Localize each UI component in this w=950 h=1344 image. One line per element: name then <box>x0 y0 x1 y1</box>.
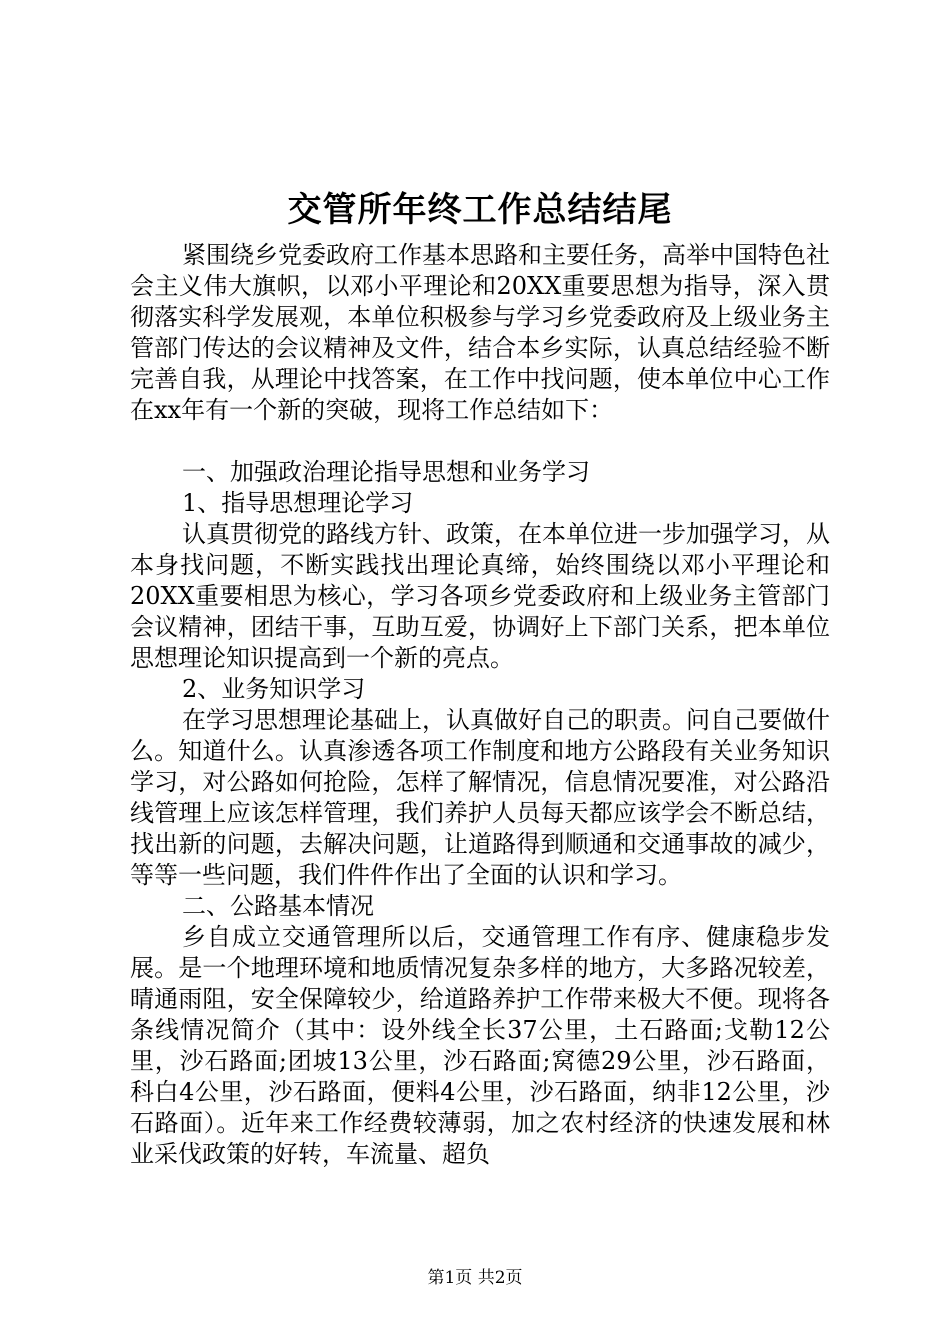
page-number-footer: 第1页 共2页 <box>427 1268 523 1288</box>
document-title: 交管所年终工作总结结尾 <box>287 190 673 230</box>
body-paragraph-business: 在学习思想理论基础上，认真做好自己的职责。问自己要做什么。知道什么。认真渗透各项工作制度和地方公路段有关业务知识学习，对公路如何抢险，怎样了解情况，信息情况要准，对公路沿线管理上应该怎样管理，我们养护人员每天都应该学会不断总结，找出新的问题，去解决问题，让道路得到顺通和交通事故的减少，等等一些问题，我们件件作出了全面的认识和学习。 <box>130 706 830 889</box>
document-body <box>130 240 830 1170</box>
paragraph-spacer <box>130 426 830 457</box>
intro-paragraph: 紧围绕乡党委政府工作基本思路和主要任务，高举中国特色社会主义伟大旗帜，以邓小平理论和20XX重要思想为指导，深入贯彻落实科学发展观，本单位积极参与学习乡党委政府及上级业务主管部门传达的会议精神及文件，结合本乡实际，认真总结经验不断完善自我，从理论中找答案，在工作中找问题，使本单位中心工作在xx年有一个新的突破，现将工作总结如下： <box>130 241 830 424</box>
section-heading-1: 一、加强政治理论指导思想和业务学习 <box>182 458 590 486</box>
section-heading-2: 二、公路基本情况 <box>182 892 374 920</box>
subsection-heading-1-1: 1、指导思想理论学习 <box>182 489 414 517</box>
body-paragraph-roads: 乡自成立交通管理所以后，交通管理工作有序、健康稳步发展。是一个地理环境和地质情况复杂多样的地方，大多路况较差，晴通雨阻，安全保障较少，给道路养护工作带来极大不便。现将各条线情况简介（其中：设外线全长37公里，土石路面;戈勒12公里，沙石路面;团坡13公里，沙石路面;窝德29公里，沙石路面，科白4公里，沙石路面，便料4公里，沙石路面，纳非12公里，沙石路面）。近年来工作经费较薄弱，加之农村经济的快速发展和林业采伐政策的好转，车流量、超负 <box>130 923 830 1168</box>
subsection-heading-1-2: 2、业务知识学习 <box>182 675 366 703</box>
body-paragraph-theory: 认真贯彻党的路线方针、政策，在本单位进一步加强学习，从本身找问题，不断实践找出理论真缔，始终围绕以邓小平理论和20XX重要相思为核心，学习各项乡党委政府和上级业务主管部门会议精神，团结干事，互助互爱，协调好上下部门关系，把本单位思想理论知识提高到一个新的亮点。 <box>130 520 830 672</box>
